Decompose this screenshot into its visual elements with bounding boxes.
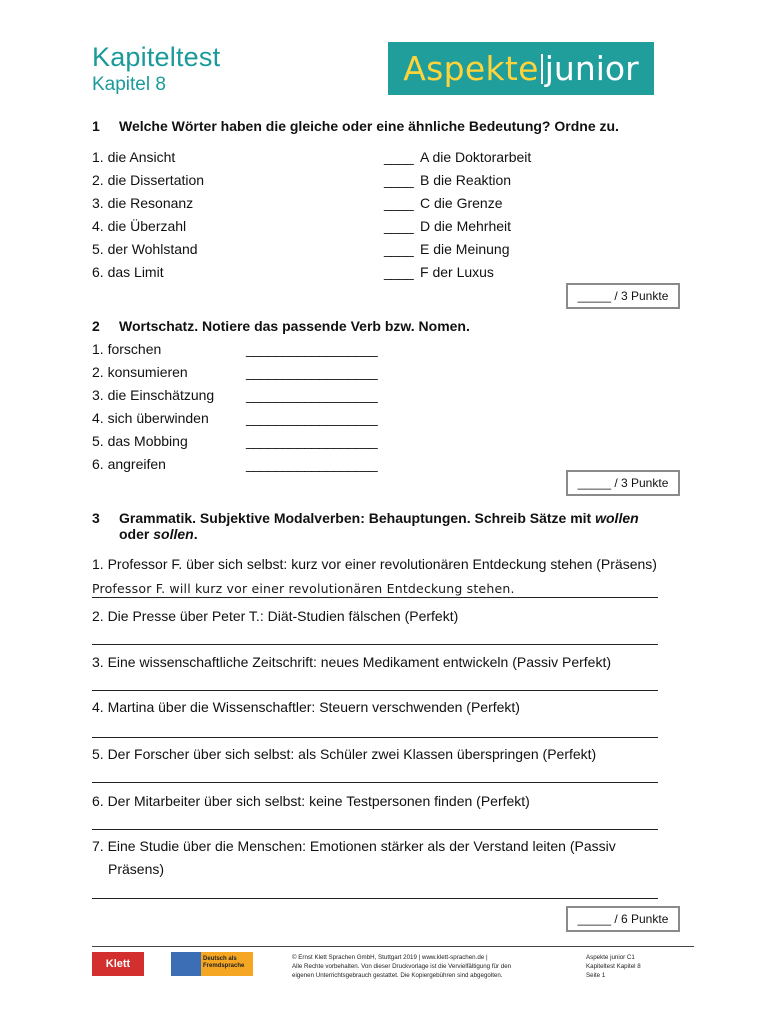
match-left-item: 4. die Überzahl (92, 218, 187, 234)
answer-line[interactable] (92, 644, 658, 645)
section-1-heading (92, 118, 692, 138)
match-right-item: A die Doktorarbeit (420, 149, 532, 165)
grammar-prompt-continuation: Präsens) (108, 861, 165, 877)
match-right-item: C die Grenze (420, 195, 503, 211)
points-box[interactable]: _____ / 3 Punkte (566, 283, 680, 309)
match-right-item: E die Meinung (420, 241, 510, 257)
section-title: Welche Wörter haben die gleiche oder eine ähnliche Bedeutung? Ordne zu. (119, 118, 619, 134)
match-left-item: 3. die Resonanz (92, 195, 194, 211)
grammar-prompt: 4. Martina über die Wissenschaftler: Steuern verschwenden (Perfekt) (92, 699, 520, 715)
footer-divider (92, 946, 694, 947)
grammar-prompt: 3. Eine wissenschaftliche Zeitschrift: neues Medikament entwickeln (Passiv Perfekt) (92, 654, 611, 670)
heading-part: . (193, 526, 198, 542)
heading-word-wollen: wollen (595, 510, 639, 526)
section-number: 3 (92, 510, 100, 526)
grammar-prompt: 6. Der Mitarbeiter über sich selbst: keine Testpersonen finden (Perfekt) (92, 793, 530, 809)
example-answer: Professor F. will kurz vor einer revolutionären Entdeckung stehen. (92, 581, 515, 596)
answer-blank[interactable]: ____ (384, 195, 414, 211)
answer-blank[interactable]: __________________ (246, 456, 378, 472)
page-number: Seite 1 (586, 972, 606, 979)
test-title: Kapiteltest Kapitel 8 (586, 963, 641, 970)
answer-blank[interactable]: ____ (384, 172, 414, 188)
match-right-item: F der Luxus (420, 264, 494, 280)
vocab-item: 6. angreifen (92, 456, 166, 472)
points-box[interactable]: _____ / 6 Punkte (566, 906, 680, 932)
heading-part: Grammatik. Subjektive Modalverben: Behauptungen. Schreib Sätze mit (119, 510, 596, 526)
klett-logo-text: Klett (105, 958, 131, 970)
grammar-prompt: 2. Die Presse über Peter T.: Diät-Studien fälschen (Perfekt) (92, 608, 459, 624)
answer-blank[interactable]: ____ (384, 264, 414, 280)
match-left-item: 5. der Wohlstand (92, 241, 198, 257)
logo-text-aspekte: Aspekte (403, 49, 539, 88)
grammar-prompt: 5. Der Forscher über sich selbst: als Schüler zwei Klassen überspringen (Perfekt) (92, 746, 597, 762)
answer-blank[interactable]: __________________ (246, 364, 378, 380)
vocab-item: 4. sich überwinden (92, 410, 209, 426)
section-title: Wortschatz. Notiere das passende Verb bzw. Nomen. (119, 318, 470, 334)
section-number: 1 (92, 118, 100, 134)
answer-blank[interactable]: ____ (384, 149, 414, 165)
answer-line[interactable] (92, 829, 658, 830)
klett-logo (92, 952, 144, 976)
book-title: Aspekte junior C1 (586, 954, 635, 961)
page-title: Kapiteltest (92, 42, 221, 72)
answer-blank[interactable]: __________________ (246, 433, 378, 449)
points-box[interactable]: _____ / 3 Punkte (566, 470, 680, 496)
vocab-item: 5. das Mobbing (92, 433, 188, 449)
copyright-line: Alle Rechte vorbehalten. Von dieser Druckvorlage ist die Vervielfältigung für den (292, 963, 512, 970)
copyright-line: eigenen Unterrichtsgebrauch gestattet. Die Kopiergebühren sind abgegolten. (292, 972, 503, 979)
answer-line[interactable] (92, 737, 658, 738)
match-left-item: 1. die Ansicht (92, 149, 176, 165)
vocab-item: 1. forschen (92, 341, 162, 357)
page-info (586, 953, 686, 980)
daf-logo-mark (171, 952, 201, 976)
answer-line[interactable] (92, 782, 658, 783)
match-left-item: 6. das Limit (92, 264, 164, 280)
answer-line[interactable] (92, 597, 658, 598)
match-left-item: 2. die Dissertation (92, 172, 205, 188)
heading-word-sollen: sollen (153, 526, 194, 542)
section-3-heading (92, 510, 692, 546)
match-right-item: D die Mehrheit (420, 218, 512, 234)
aspekte-junior-logo (388, 42, 654, 95)
answer-line[interactable] (92, 898, 658, 899)
copyright-line: © Ernst Klett Sprachen GmbH, Stuttgart 2019 | www.klett-sprachen.de | (292, 954, 488, 961)
answer-blank[interactable]: ____ (384, 218, 414, 234)
answer-blank[interactable]: __________________ (246, 387, 378, 403)
copyright-notice (292, 953, 562, 980)
vocab-item: 2. konsumieren (92, 364, 188, 380)
section-number: 2 (92, 318, 100, 334)
daf-logo-text: Deutsch als Fremdsprache (201, 952, 253, 976)
logo-divider (541, 54, 543, 84)
grammar-prompt: 1. Professor F. über sich selbst: kurz vor einer revolutionären Entdeckung stehen (Präsens) (92, 556, 657, 572)
grammar-prompt: 7. Eine Studie über die Menschen: Emotionen stärker als der Verstand leiten (Passiv (92, 838, 616, 854)
page-subtitle: Kapitel 8 (92, 74, 166, 95)
match-right-item: B die Reaktion (420, 172, 512, 188)
answer-blank[interactable]: ____ (384, 241, 414, 257)
answer-blank[interactable]: __________________ (246, 410, 378, 426)
vocab-item: 3. die Einschätzung (92, 387, 215, 403)
heading-part: oder (119, 526, 154, 542)
logo-text-junior: junior (544, 49, 639, 88)
answer-blank[interactable]: __________________ (246, 341, 378, 357)
section-title (119, 510, 679, 542)
section-2-heading (92, 318, 692, 338)
answer-line[interactable] (92, 690, 658, 691)
daf-logo (171, 952, 253, 976)
